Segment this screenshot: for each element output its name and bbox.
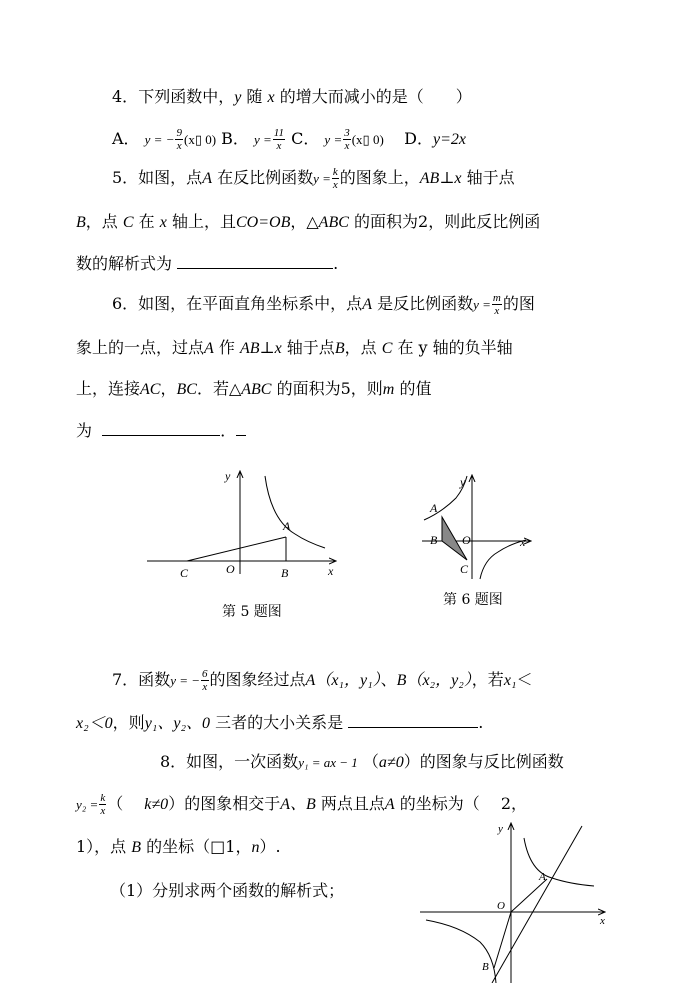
q5-var-x: x: [454, 170, 462, 187]
q4-option-b-label: B．: [221, 129, 249, 148]
q8-text: （: [107, 794, 145, 813]
q4-option-b-den: x: [276, 140, 282, 152]
q8-fn2-den: x: [100, 805, 106, 817]
q6-perp: ⊥: [259, 338, 275, 357]
fig5-caption: 第 5 题图: [222, 604, 282, 620]
q4-option-a-pre: y = −: [144, 132, 175, 147]
q8-line-3: [76, 837, 281, 858]
q4-option-c-den: x: [344, 140, 350, 152]
q6-text: 6．如图，在平面直角坐标系中，点: [112, 294, 363, 313]
q4-number: 4．: [112, 87, 139, 106]
fig6-label-o: O: [462, 533, 471, 547]
q4-option-c-label: C．: [291, 129, 320, 148]
q4-stem: [112, 87, 472, 108]
q6-text: 在 y 轴的负半轴: [397, 338, 513, 357]
q7-line-1: [112, 668, 533, 692]
q7-text: ＜: [516, 670, 533, 689]
q5-fn-pre: y =: [313, 171, 331, 186]
q8-sub-1: [110, 881, 344, 901]
q7-answer-blank[interactable]: [348, 713, 478, 728]
q6-point-c: C: [381, 340, 393, 357]
q8-fraction: [99, 792, 106, 817]
q7-text: 7．函数: [112, 670, 171, 689]
q7-text: .: [478, 713, 484, 732]
q4-option-b-pre: y =: [254, 132, 272, 147]
fig6-label-a: A: [430, 501, 438, 515]
q4-option-a-num: 9: [176, 127, 182, 139]
q8-text: （: [362, 752, 379, 771]
q5-line-2: [76, 212, 540, 233]
q5-text: 在: [138, 212, 155, 231]
fig6-caption: 第 6 题图: [443, 592, 503, 608]
fig5-segment-ca: [187, 537, 286, 561]
q5-text: 在反比例函数: [217, 168, 314, 187]
figure-5: [145, 462, 345, 582]
q4-option-c-pre: y =: [324, 132, 343, 147]
q4-text-c: 的增大而减小的是（ ）: [279, 87, 472, 106]
q6-triangle: △ABC: [228, 381, 272, 398]
q6-fn-pre: y =: [473, 297, 491, 312]
q6-text: ，则: [350, 379, 383, 398]
q8-fn2-num: k: [100, 792, 106, 804]
q6-answer-blank[interactable]: [102, 421, 220, 436]
q5-triangle: △ABC: [306, 214, 349, 231]
q5-fn-num: k: [332, 166, 338, 178]
fig6-label-y: y: [460, 475, 466, 489]
q8-text: ）的图象相交于: [168, 794, 281, 813]
q8-linear-fn: y₁ = ax − 1: [298, 755, 358, 770]
q6-text: ，点: [344, 338, 377, 357]
q6-text: 的图: [502, 294, 535, 313]
fig6-label-b: B: [430, 533, 438, 547]
fig8-label-x: x: [600, 915, 605, 927]
fig8-label-o: O: [497, 900, 505, 912]
q7-point-b: B: [396, 672, 407, 689]
q5-point-c: C: [122, 214, 134, 231]
q7-point-a-coords: （x₁，y₁）: [315, 672, 381, 689]
q4-options: [112, 127, 466, 151]
q5-area: 2: [418, 212, 429, 231]
q6-point-b: B: [334, 340, 345, 357]
q4-option-c-fraction: [343, 127, 351, 152]
q8-fn2-pre: y₂ =: [76, 797, 99, 812]
q5-text: 的图象上，: [339, 168, 420, 187]
figure-8: [412, 818, 612, 983]
q6-text: 上，连接: [76, 379, 141, 398]
q7-text: ，若: [471, 670, 504, 689]
fig8-label-y: y: [498, 823, 503, 835]
q8-line-2: [76, 792, 527, 816]
q6-text: 是反比例函数: [377, 294, 474, 313]
fig8-hyperbola-upper-right: [524, 838, 594, 886]
q5-line-1: [112, 166, 515, 190]
q4-var-x: x: [267, 89, 275, 106]
q7-condition: x₂＜0: [76, 715, 113, 732]
q6-text: 的值: [399, 379, 432, 398]
q8-line-1: [160, 752, 564, 773]
q8-text: 的坐标（: [146, 837, 211, 856]
q5-fraction: [332, 166, 339, 191]
q6-line-2: [76, 338, 513, 359]
fig5-label-x: x: [328, 564, 334, 578]
q4-option-b-fraction: [273, 127, 285, 152]
q5-perp: ⊥: [439, 168, 455, 187]
q5-co-ob: CO=OB: [235, 214, 291, 231]
q5-text: .: [333, 254, 339, 273]
q8-var-n: n: [251, 839, 260, 856]
q7-line-2: [76, 713, 483, 734]
q6-fn-den: x: [494, 305, 500, 317]
q4-option-c-cond: (x▯ 0): [351, 132, 384, 147]
q6-line-3: [76, 379, 431, 400]
q7-fn-den: x: [202, 681, 208, 693]
fig6-label-c: C: [460, 562, 469, 576]
q6-fraction: [492, 292, 502, 317]
q6-text: ，: [160, 379, 177, 398]
q7-text: ，则: [112, 713, 145, 732]
q7-values: y₁、y₂、0: [144, 715, 211, 732]
q7-text: 的图象经过点: [209, 670, 306, 689]
fig8-hyperbola-lower-left: [426, 920, 496, 983]
q7-text: 、: [380, 670, 397, 689]
q6-text: ．: [220, 421, 237, 440]
q5-point-b: B: [76, 214, 86, 231]
q6-text: ．若: [196, 379, 229, 398]
fig5-hyperbola: [265, 476, 325, 548]
q6-fn-num: m: [492, 292, 501, 304]
q6-text: 作: [218, 338, 235, 357]
q4-option-a-label: A．: [112, 129, 140, 148]
q6-text: 为: [76, 421, 93, 440]
q8-text: □1，: [210, 837, 252, 856]
q4-option-a-den: x: [176, 140, 182, 152]
q5-text: ，则此反比例函: [428, 212, 541, 231]
q5-line-3: [76, 254, 338, 274]
q5-fn-den: x: [332, 179, 338, 191]
q5-text: 5．如图，点: [112, 168, 203, 187]
q6-segment-ab: AB: [240, 340, 260, 357]
q5-answer-blank[interactable]: [177, 254, 333, 269]
q6-var-m: m: [382, 381, 395, 398]
fig8-label-a: A: [539, 871, 546, 883]
q8-text: 两点且点: [320, 794, 385, 813]
fig8-label-b: B: [482, 961, 489, 973]
q5-text: 轴上，且: [171, 212, 236, 231]
q8-text: ）.: [259, 837, 281, 856]
fig5-label-b: B: [281, 566, 289, 580]
q8-text: 1），点: [76, 837, 127, 856]
q7-fn-num: 6: [202, 668, 208, 680]
q5-point-a: A: [202, 170, 212, 187]
q4-option-a-cond: (x▯ 0): [183, 132, 217, 147]
q8-point-a: A: [384, 796, 395, 813]
q7-point-b-coords: （x₂，y₂）: [406, 672, 472, 689]
q6-point-a: A: [204, 340, 214, 357]
q4-option-a-fraction: [175, 127, 183, 152]
q5-var-x: x: [159, 214, 167, 231]
q5-segment-ab: AB: [419, 170, 440, 187]
fig5-label-a: A: [283, 519, 291, 533]
fig8-linear-line: [492, 826, 582, 983]
q8-text: ）的图象与反比例函数: [403, 752, 564, 771]
fig5-label-c: C: [180, 566, 189, 580]
q6-area: 5: [340, 379, 351, 398]
q6-var-x: x: [274, 340, 282, 357]
q4-var-y: y: [234, 89, 242, 106]
fig8-segment-ob: [494, 912, 511, 968]
q8-k-condition: k≠0: [144, 796, 169, 813]
q4-option-d-expr: y=2x: [432, 131, 466, 148]
q6-line-4: [76, 421, 246, 441]
q7-var-x1: x₁: [503, 672, 517, 689]
q8-a-condition: a≠0: [378, 754, 404, 771]
q6-blank-tail: [236, 421, 246, 436]
fig6-label-x: x: [520, 535, 526, 549]
q4-text-b: 随: [246, 87, 263, 106]
fig5-label-o: O: [226, 562, 235, 576]
q5-text: 数的解析式为: [76, 254, 173, 273]
q6-text: 象上的一点，过点: [76, 338, 205, 357]
q4-option-c-num: 3: [344, 127, 350, 139]
q8-text: 的坐标为（ 2，: [399, 794, 528, 813]
q8-text: 8．如图，一次函数: [160, 752, 299, 771]
q6-point-a: A: [362, 296, 372, 313]
q4-option-d-label: D．: [404, 129, 433, 148]
q5-text: ，: [290, 212, 307, 231]
q5-text: ，点: [85, 212, 118, 231]
q8-sub-1-text: （1）分别求两个函数的解析式；: [110, 881, 345, 900]
q7-point-a: A: [305, 672, 316, 689]
q7-fraction: [201, 668, 209, 693]
q5-text: 的面积为: [353, 212, 418, 231]
fig5-label-y: y: [225, 469, 231, 483]
q7-fn-pre: y = −: [170, 673, 201, 688]
q5-text: 轴于点: [466, 168, 515, 187]
q8-points-ab: A、B: [280, 796, 316, 813]
q6-segment-ac: AC: [140, 381, 161, 398]
q8-point-b: B: [131, 839, 142, 856]
q6-line-1: [112, 292, 535, 316]
q6-segment-bc: BC: [176, 381, 197, 398]
q7-text: 三者的大小关系是: [215, 713, 344, 732]
q6-text: 轴于点: [286, 338, 335, 357]
q4-option-b-num: 11: [273, 127, 284, 139]
q6-text: 的面积为: [276, 379, 341, 398]
figure-6: [422, 474, 542, 584]
q4-text-a: 下列函数中，: [138, 87, 235, 106]
